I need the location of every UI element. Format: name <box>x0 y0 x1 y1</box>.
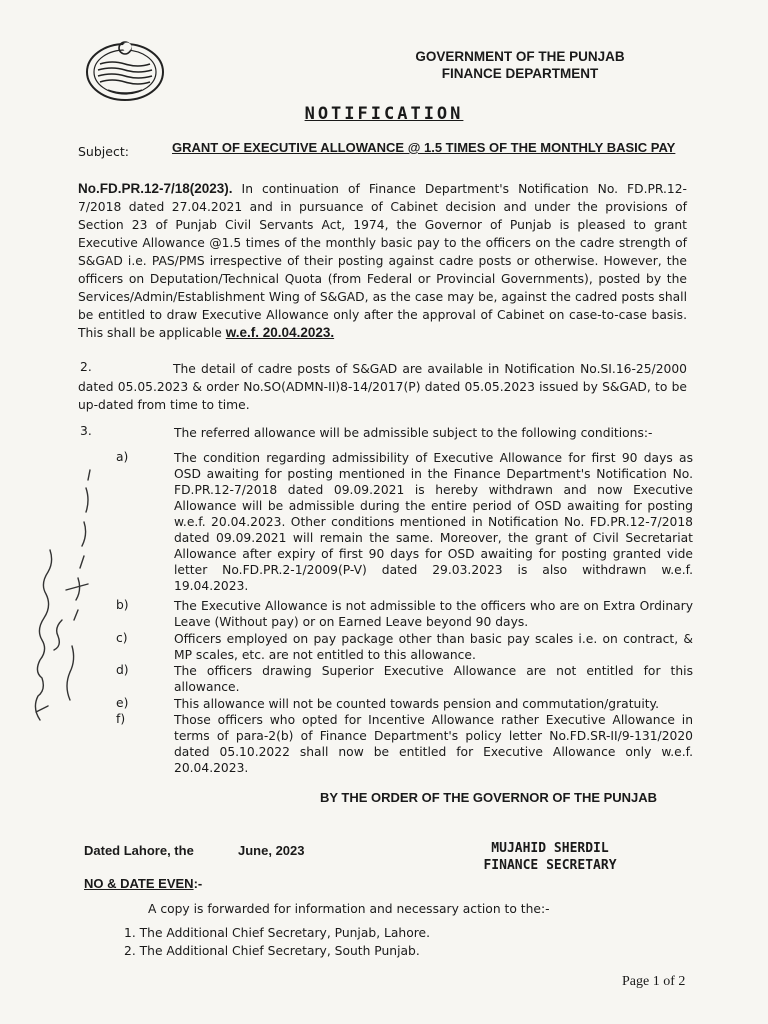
dated-month: June, 2023 <box>238 843 305 858</box>
order-of-governor: BY THE ORDER OF THE GOVERNOR OF THE PUNJAB <box>320 790 658 805</box>
list-item: 1. The Additional Chief Secretary, Punjab, Lahore. <box>124 926 430 940</box>
condition-e-letter: e) <box>116 696 129 710</box>
paragraph-1 <box>78 180 687 342</box>
condition-c-letter: c) <box>116 631 128 645</box>
handwritten-signature-icon <box>18 450 98 730</box>
condition-e-text: This allowance will not be counted towards pension and commutation/gratuity. <box>174 697 659 711</box>
header-line2: FINANCE DEPARTMENT <box>441 66 599 81</box>
paragraph-2-number: 2. <box>80 360 92 374</box>
effective-date: w.e.f. 20.04.2023. <box>225 325 335 340</box>
condition-b-letter: b) <box>116 598 129 612</box>
condition-f-text: Those officers who opted for Incentive Allowance rather Executive Allowance in terms of para-2(b) of Finance Department's policy letter No.FD.SR-II/9-131/2020 dated 05.10.2022 shall now be entitled for Executive Allowance only w.e.f. 20.04.2023. <box>174 713 693 775</box>
condition-d-text: The officers drawing Superior Executive Allowance are not entitled for this allowance. <box>174 664 693 694</box>
copy-recipients-list <box>124 924 430 960</box>
subject-text: GRANT OF EXECUTIVE ALLOWANCE @ 1.5 TIMES OF THE MONTHLY BASIC PAY <box>172 140 676 155</box>
government-header <box>380 48 660 82</box>
copy-forwarded-line: A copy is forwarded for information and necessary action to the:- <box>148 902 550 916</box>
condition-f-letter: f) <box>116 712 126 726</box>
condition-c-text: Officers employed on pay package other than basic pay scales i.e. on contract, & MP scales, etc. are not entitled to this allowance. <box>174 632 693 662</box>
paragraph-3-number: 3. <box>80 424 92 438</box>
signatory-title: FINANCE SECRETARY <box>483 858 617 873</box>
signatory-name: MUJAHID SHERDIL <box>491 841 609 856</box>
dated-label: Dated Lahore, the <box>84 843 194 858</box>
paragraph-2: The detail of cadre posts of S&GAD are available in Notification No.SI.16-25/2000 dated 05.05.2023 & order No.SO(ADMN-II)8-14/2017(P) dated 05.05.2023 issued by S&GAD, to be up-dated from time to time. <box>78 362 687 412</box>
no-date-even-label: NO & DATE EVEN <box>84 876 194 891</box>
condition-d-letter: d) <box>116 663 129 677</box>
condition-b-text: The Executive Allowance is not admissible to the officers who are on Extra Ordinary Leave (Without pay) or on Earned Leave beyond 90 days. <box>174 599 693 629</box>
notification-title: NOTIFICATION <box>304 104 464 124</box>
no-date-even <box>84 876 202 891</box>
condition-a-letter: a) <box>116 450 129 464</box>
paragraph-1-body: In continuation of Finance Department's Notification No. FD.PR.12-7/2018 dated 27.04.2021 and in pursuance of Cabinet decision and under the provisions of Section 23 of Punjab Civil Servants Act, 1974, the Governor of Punjab is pleased to grant Executive Allowance @1.5 times of the monthly basic pay to the officers on the cadre strength of S&GAD i.e. PAS/PMS irrespective of their posting against cadre posts or otherwise. However, the officers on Deputation/Technical Quota (from Federal or Provincial Governments), posted by the Services/Admin/Establishment Wing of S&GAD, as the case may be, against the cadred posts shall be entitled to draw Executive Allowance only after the approval of Cabinet on case-to-case basis. This shall be applicable <box>78 182 687 340</box>
no-date-even-suffix: :- <box>193 876 203 891</box>
subject-label: Subject: <box>78 144 129 159</box>
reference-number: No.FD.PR.12-7/18(2023). <box>78 181 233 196</box>
list-item: 2. The Additional Chief Secretary, South Punjab. <box>124 944 420 958</box>
page-number: Page 1 of 2 <box>622 974 686 989</box>
signatory-block <box>470 840 630 874</box>
condition-a-text: The condition regarding admissibility of Executive Allowance for first 90 days as OSD awaiting for posting mentioned in the Finance Department's Notification No. FD.PR.12-7/2018 dated 09.09.2021 is hereby withdrawn and now Executive Allowance will be admissible during the entire period of OSD awaiting for posting w.e.f. 20.04.2023. Other conditions mentioned in Notification No. FD.PR.12-7/2018 dated 09.09.2021 will remain the same. Moreover, the grant of Civil Secretariat Allowance after expiry of first 90 days for OSD awaiting for posting granted vide letter No.FD.PR.2-1/2009(P-V) dated 29.03.2023 is also withdrawn w.e.f. 19.04.2023. <box>174 451 693 593</box>
paragraph-3: The referred allowance will be admissible subject to the following conditions:- <box>174 426 653 440</box>
header-line1: GOVERNMENT OF THE PUNJAB <box>415 49 625 64</box>
punjab-government-logo-icon <box>84 36 166 104</box>
